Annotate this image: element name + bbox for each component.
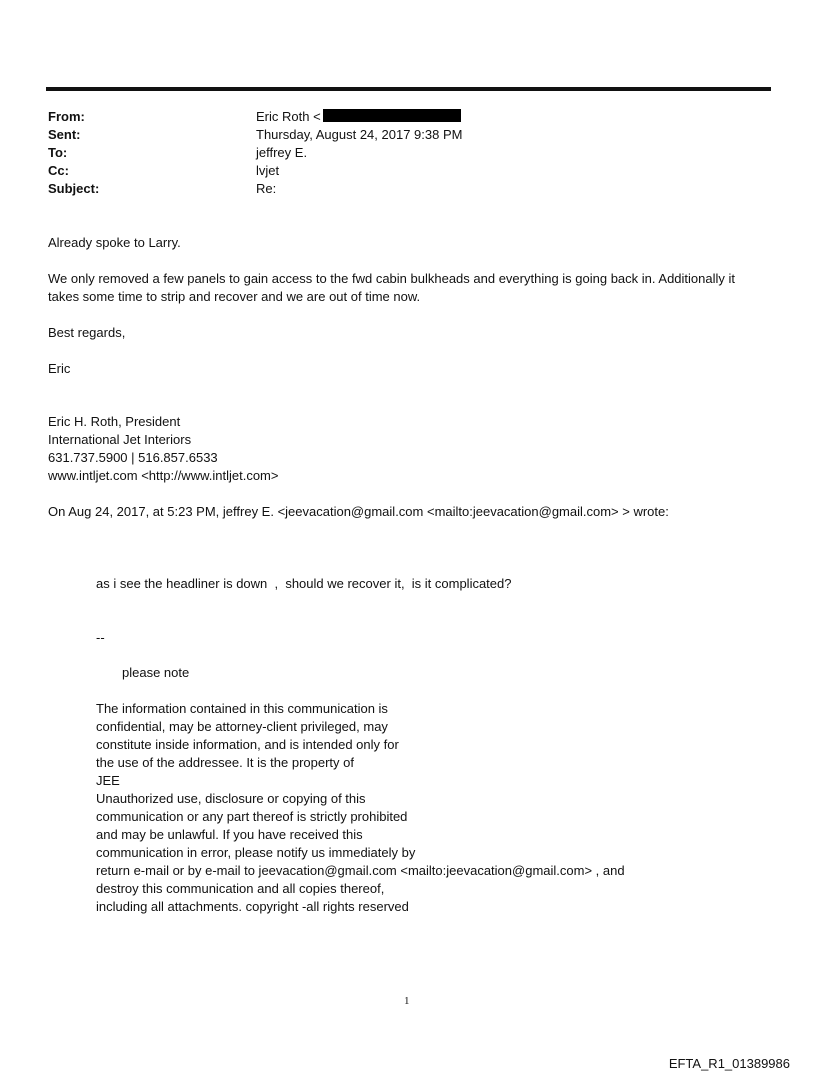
- body-paragraph-2: [48, 270, 735, 306]
- sent-row: [48, 126, 462, 144]
- notice-line: JEE: [96, 773, 120, 788]
- body-line-1: Already spoke to Larry.: [48, 235, 181, 250]
- signature-link[interactable]: www.intljet.com <http://www.intljet.com>: [48, 468, 279, 483]
- cc-row: [48, 162, 462, 180]
- email-header: [48, 108, 462, 198]
- header-rule: [46, 87, 771, 91]
- cc-label: Cc:: [48, 163, 69, 178]
- sent-value: Thursday, August 24, 2017 9:38 PM: [256, 127, 463, 142]
- subject-row: [48, 180, 462, 198]
- bates-number: EFTA_R1_01389986: [668, 1056, 790, 1071]
- signature-line-3: 631.737.5900 | 516.857.6533: [48, 450, 218, 465]
- redaction-bar: [323, 109, 461, 122]
- signature-line-2: International Jet Interiors: [48, 432, 192, 447]
- to-value: jeffrey E.: [256, 145, 308, 160]
- subject-label: Subject:: [48, 181, 100, 196]
- to-label: To:: [48, 145, 68, 160]
- signature-line-1: Eric H. Roth, President: [48, 414, 181, 429]
- from-label: From:: [48, 109, 85, 124]
- confidentiality-notice: [96, 700, 625, 916]
- notice-line: and may be unlawful. If you have received this: [96, 827, 363, 842]
- closing: Best regards,: [48, 325, 126, 340]
- from-value: [256, 108, 461, 126]
- notice-line: constitute inside information, and is intended only for: [96, 737, 399, 752]
- page-number: 1: [404, 995, 410, 1007]
- notice-line: communication or any part thereof is strictly prohibited: [96, 809, 408, 824]
- notice-line: destroy this communication and all copies thereof,: [96, 881, 385, 896]
- to-row: [48, 144, 462, 162]
- from-text: Eric Roth <: [256, 109, 321, 124]
- notice-line: including all attachments. copyright -all rights reserved: [96, 899, 409, 914]
- notice-line: confidential, may be attorney-client privileged, may: [96, 719, 388, 734]
- notice-line: the use of the addressee. It is the property of: [96, 755, 354, 770]
- from-row: [48, 108, 462, 126]
- body-paragraph-2-line-b: takes some time to strip and recover and we are out of time now.: [48, 289, 421, 304]
- notice-line: The information contained in this communication is: [96, 701, 388, 716]
- body-paragraph-2-line-a: We only removed a few panels to gain access to the fwd cabin bulkheads and everything is going back in. Additionally it: [48, 271, 736, 286]
- notice-line: communication in error, please notify us immediately by: [96, 845, 416, 860]
- cc-value: lvjet: [256, 163, 280, 178]
- sender-name: Eric: [48, 361, 71, 376]
- sent-label: Sent:: [48, 127, 81, 142]
- signature-block: [48, 413, 278, 485]
- quoted-separator: --: [96, 630, 105, 645]
- quoted-attribution: On Aug 24, 2017, at 5:23 PM, jeffrey E. <jeevacation@gmail.com <mailto:jeevacation@gmail.com> > wrote:: [48, 504, 669, 519]
- quoted-message: as i see the headliner is down , should we recover it, is it complicated?: [96, 576, 512, 591]
- subject-value: Re:: [256, 181, 277, 196]
- notice-line: Unauthorized use, disclosure or copying of this: [96, 791, 366, 806]
- please-note: please note: [122, 665, 190, 680]
- notice-line: return e-mail or by e-mail to jeevacation@gmail.com <mailto:jeevacation@gmail.com> , and: [96, 863, 625, 878]
